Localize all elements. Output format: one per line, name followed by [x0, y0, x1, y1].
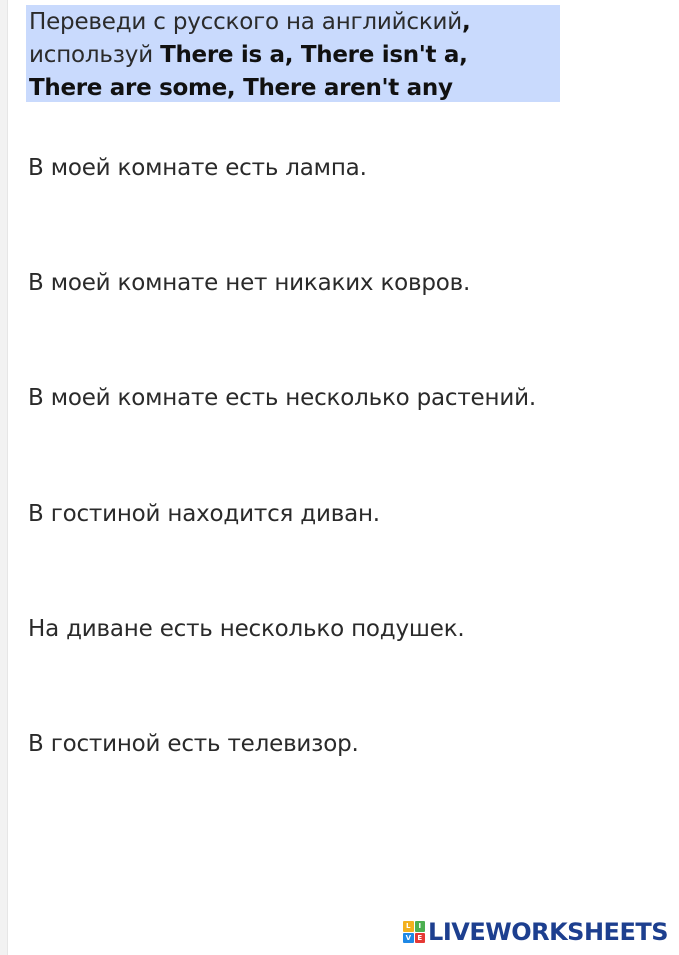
instruction-line2-bold: There is a, There isn't a, — [160, 42, 468, 68]
logo-cell-e: E — [415, 933, 426, 944]
sentence-6: В гостиной есть телевизор. — [28, 731, 359, 757]
liveworksheets-brand[interactable] — [403, 918, 668, 946]
liveworksheets-logo-icon — [403, 921, 425, 943]
worksheet-page — [7, 0, 679, 955]
instruction-line1-comma: , — [462, 9, 471, 35]
instruction-line1: Переведи с русского на английский — [29, 9, 463, 35]
instruction-block — [26, 5, 560, 102]
sentence-4: В гостиной находится диван. — [28, 501, 380, 527]
instruction-line3-bold: There are some, There aren't any — [29, 75, 453, 101]
instruction-line2-plain: используй — [29, 42, 161, 68]
brand-name: LIVEWORKSHEETS — [428, 918, 668, 946]
logo-cell-l: L — [403, 921, 414, 932]
sentence-2: В моей комнате нет никаких ковров. — [28, 270, 471, 296]
logo-cell-i: I — [415, 921, 426, 932]
sentence-1: В моей комнате есть лампа. — [28, 155, 367, 181]
sentence-5: На диване есть несколько подушек. — [28, 616, 465, 642]
logo-cell-v: V — [403, 933, 414, 944]
sentence-3: В моей комнате есть несколько растений. — [28, 385, 536, 411]
